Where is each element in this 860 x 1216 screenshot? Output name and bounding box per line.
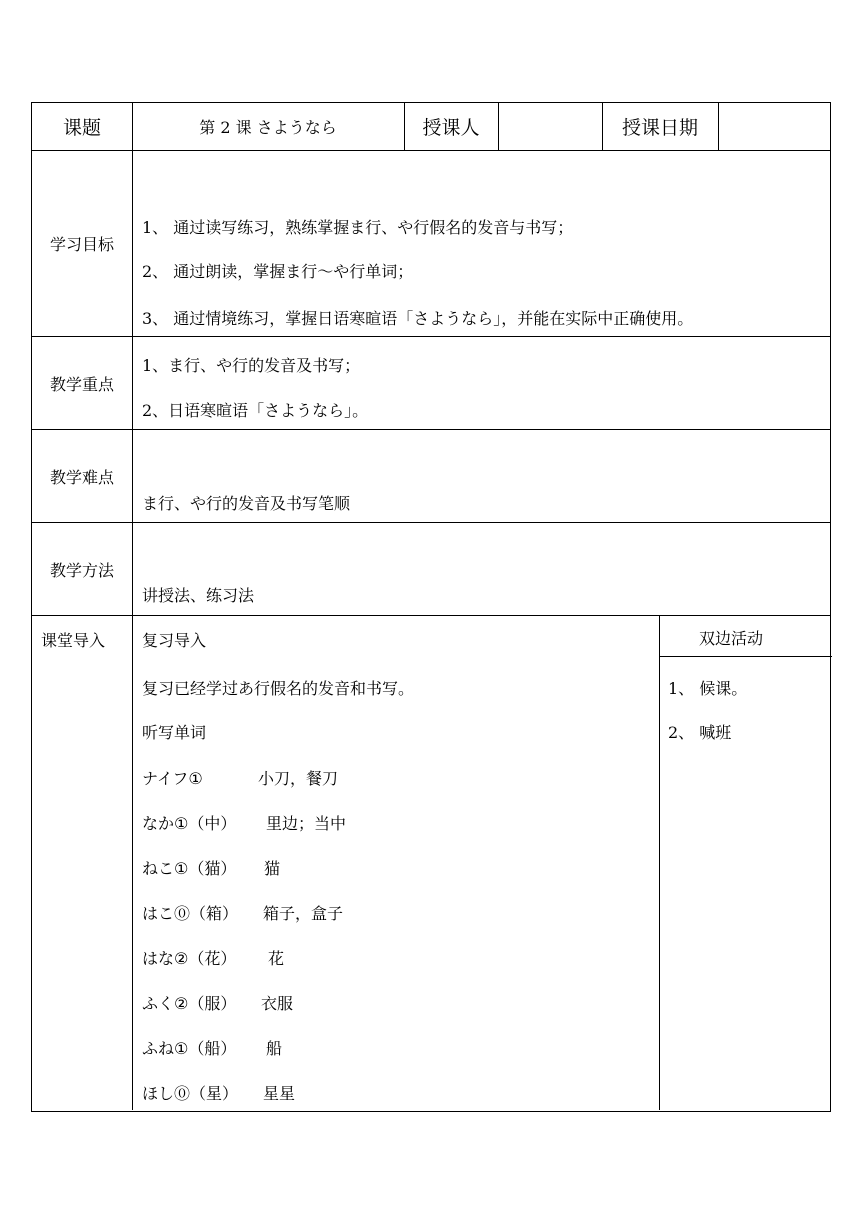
- vocab-word-2: なか①（中）: [142, 814, 237, 833]
- vocab-meaning-6: 衣服: [261, 994, 294, 1013]
- topic-value: 第 2 课 さようなら: [199, 118, 337, 137]
- date-value-cell: [718, 103, 832, 150]
- date-label-cell: [602, 103, 718, 150]
- activity-header: 双边活动: [699, 629, 764, 648]
- lesson-plan-table: [31, 102, 831, 1112]
- key-point-item-1: 1、ま行、や行的发音及书写；: [142, 356, 361, 375]
- intro-line-2: 复习已经学过あ行假名的发音和书写。: [142, 679, 415, 698]
- vocab-meaning-4: 箱子，盒子: [263, 904, 344, 923]
- vocab-meaning-8: 星星: [263, 1084, 296, 1103]
- vocab-word-7: ふね①（船）: [142, 1039, 237, 1058]
- methods-row: [32, 523, 830, 616]
- intro-label: 课堂导入: [41, 631, 106, 650]
- key-points-row: [32, 337, 830, 430]
- activity-item-2: 2、 喊班: [668, 723, 732, 742]
- activity-item-1: 1、 候课。: [668, 679, 748, 698]
- teacher-value-cell: [498, 103, 602, 150]
- objectives-row: [32, 151, 830, 337]
- vocab-word-1: ナイフ①: [142, 769, 203, 788]
- teacher-label: 授课人: [422, 117, 480, 139]
- teacher-label-cell: [404, 103, 498, 150]
- methods-text: 讲授法、练习法: [142, 586, 255, 605]
- intro-row: [32, 616, 830, 1110]
- difficulties-label-cell: [32, 430, 132, 522]
- intro-line-3: 听写单词: [142, 723, 207, 742]
- vocab-word-6: ふく②（服）: [142, 994, 237, 1013]
- objectives-label-cell: [32, 151, 132, 336]
- key-points-label: 教学重点: [49, 374, 114, 394]
- topic-label-cell: [32, 103, 132, 150]
- vocab-meaning-3: 猫: [264, 859, 281, 878]
- date-label: 授课日期: [621, 117, 698, 139]
- objectives-label: 学习目标: [49, 235, 114, 254]
- difficulties-label: 教学难点: [49, 467, 114, 487]
- objective-item-1: 1、 通过读写练习，熟练掌握ま行、や行假名的发音与书写；: [142, 218, 574, 237]
- methods-label-cell: [32, 523, 132, 615]
- vocab-word-4: はこ⓪（箱）: [142, 904, 239, 923]
- key-points-label-cell: [32, 337, 132, 429]
- difficulties-text: ま行、や行的发音及书写笔顺: [142, 494, 351, 513]
- vocab-meaning-1: 小刀，餐刀: [258, 769, 339, 788]
- topic-label: 课题: [62, 117, 101, 139]
- vocab-word-3: ねこ①（猫）: [142, 859, 237, 878]
- vocab-word-5: はな②（花）: [142, 949, 237, 968]
- objective-item-2: 2、 通过朗读，掌握ま行～や行单词；: [142, 262, 414, 281]
- vocab-meaning-2: 里边；当中: [266, 814, 347, 833]
- topic-value-cell: [132, 103, 404, 150]
- objective-item-3: 3、 通过情境练习，掌握日语寒暄语「さようなら」，并能在实际中正确使用。: [142, 309, 694, 328]
- vocab-word-8: ほし⓪（星）: [142, 1084, 239, 1103]
- vocab-meaning-5: 花: [268, 949, 285, 968]
- difficulties-row: [32, 430, 830, 523]
- methods-label: 教学方法: [49, 560, 114, 580]
- vocab-meaning-7: 船: [266, 1039, 283, 1058]
- intro-line-1: 复习导入: [142, 631, 207, 650]
- header-row: [32, 103, 830, 151]
- key-point-item-2: 2、日语寒暄语「さようなら」。: [142, 401, 369, 420]
